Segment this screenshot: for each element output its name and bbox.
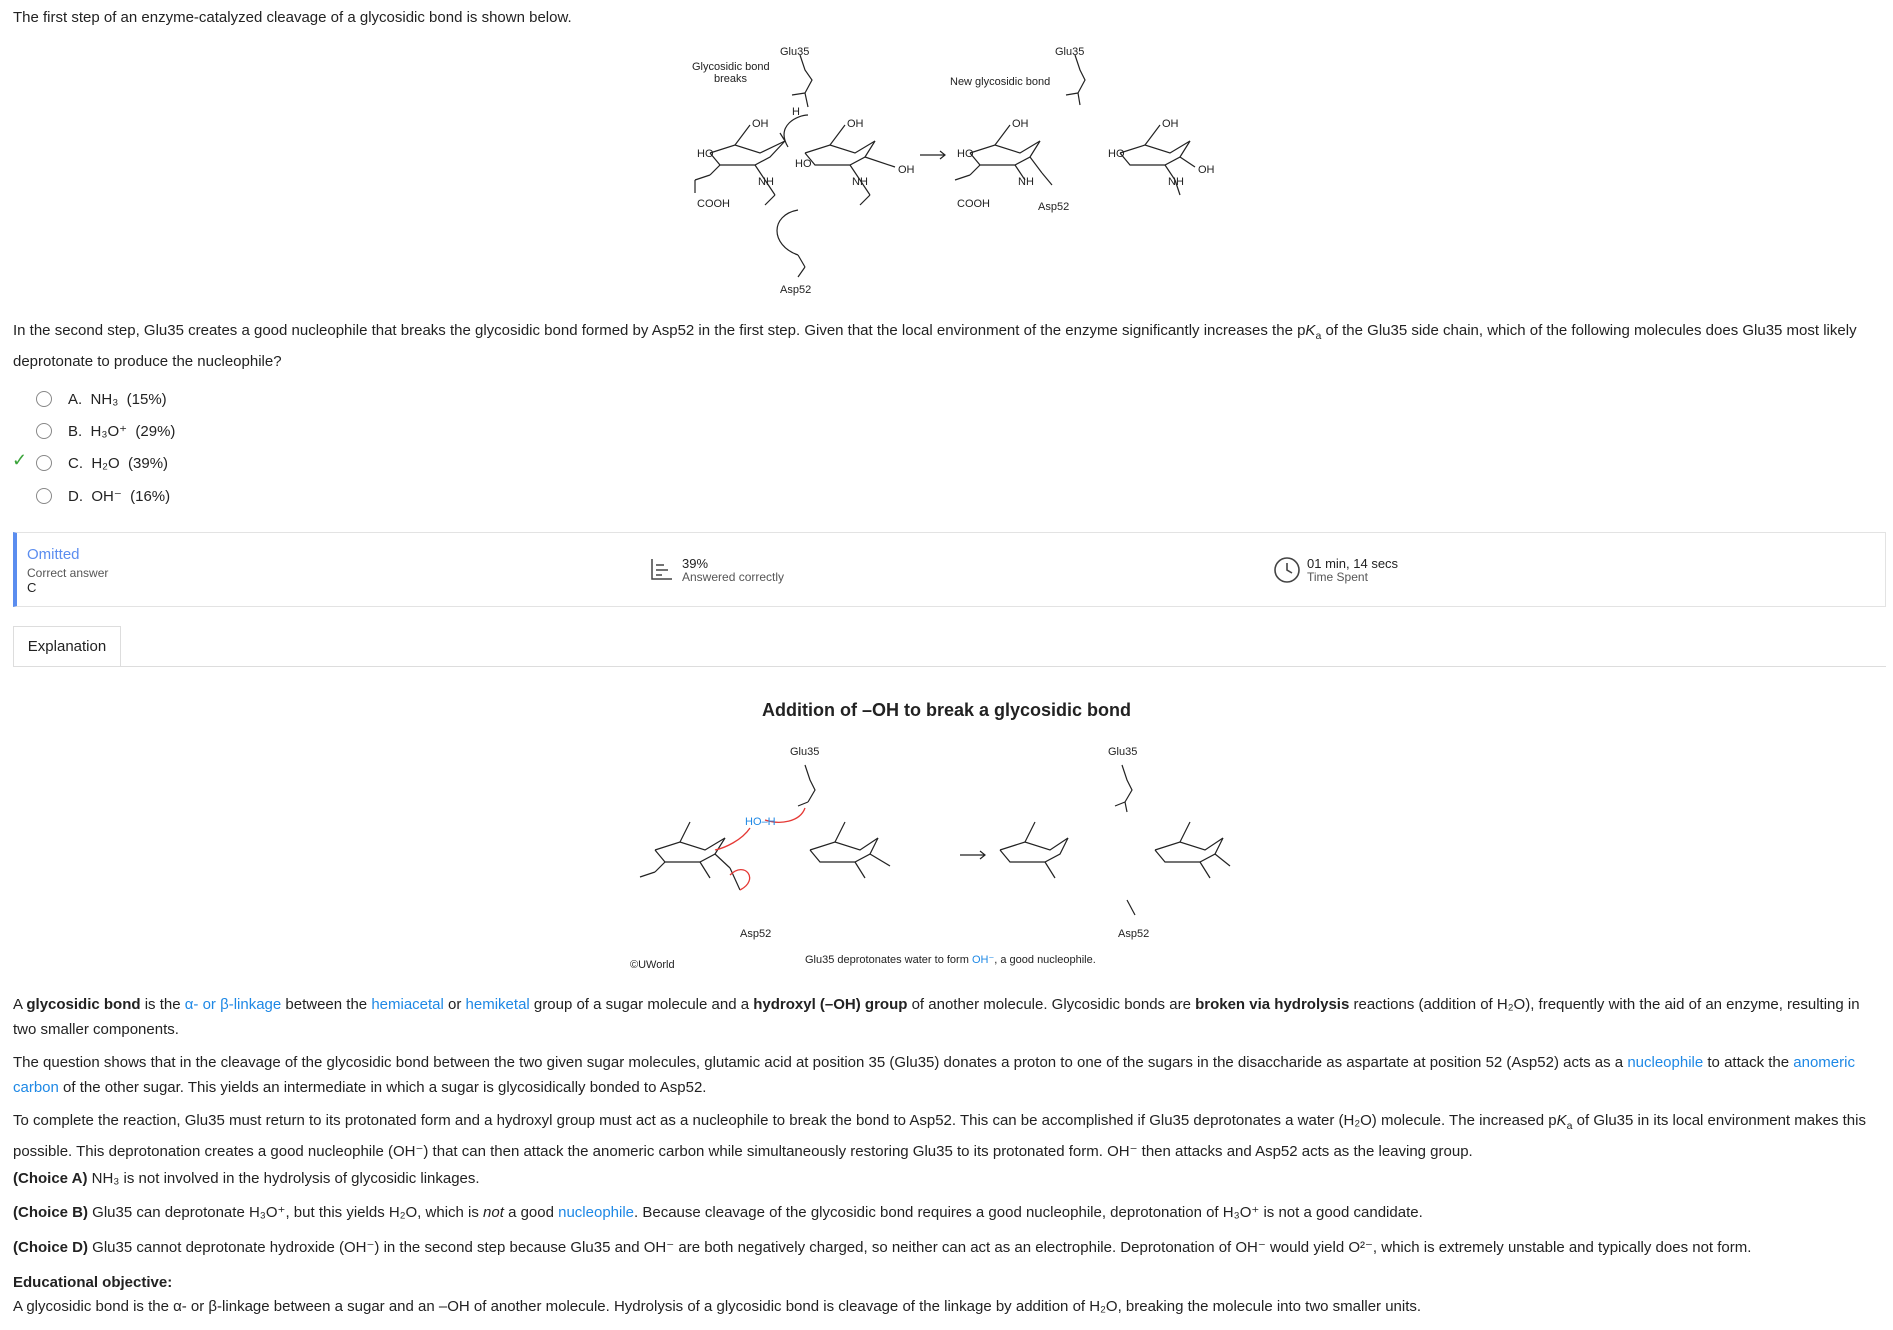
asp52-label-bottom: Asp52 <box>780 284 812 296</box>
fig2-glu35-left: Glu35 <box>790 746 820 758</box>
explanation-paragraph-2: The question shows that in the cleavage of the glycosidic bond between the two given sugar molecules, glutamic acid at position 35 (Glu35) donates a proton to one of the sugars in the disaccharide as aspartate at position 52 (Asp52) acts as a nucleophile to attack the anomeric carbon of the other sugar. This yields an intermediate in which a sugar is glycosidically bonded to Asp52. <box>13 1054 1855 1096</box>
percent-correct: 39% <box>682 556 709 571</box>
link-nucleophile-2[interactable]: nucleophile <box>558 1204 635 1221</box>
choice-d-explanation: (Choice D) Glu35 cannot deprotonate hydroxide (OH⁻) in the second step because Glu35 and OH⁻ are both negatively charged, so neither can act as an electrophile. Deprotonation of OH⁻ would yield O²⁻, which is extremely unstable and typically does not form. <box>13 1239 1752 1256</box>
svg-text:H: H <box>792 106 800 118</box>
correct-check-icon: ✓ <box>12 450 28 470</box>
choice-a-explanation: (Choice A) NH₃ is not involved in the hydrolysis of glycosidic linkages. <box>13 1170 480 1187</box>
svg-text:HO: HO <box>697 148 714 160</box>
glycosidic-bond-breaks-label: Glycosidic bond <box>692 61 770 73</box>
link-alpha-beta-linkage[interactable]: α- or β-linkage <box>184 996 282 1013</box>
svg-text:OH: OH <box>1012 118 1029 130</box>
svg-text:COOH: COOH <box>957 198 990 210</box>
choice-a[interactable]: A. NH₃ (15%) <box>36 388 167 410</box>
educational-objective-heading: Educational objective: <box>13 1274 173 1291</box>
reaction-figure-1 <box>680 45 1420 305</box>
tab-divider <box>13 666 1886 667</box>
figure2-title: Addition of –OH to break a glycosidic bond <box>761 700 1132 720</box>
link-hemiketal[interactable]: hemiketal <box>465 996 530 1013</box>
svg-text:NH: NH <box>1018 176 1034 188</box>
fig2-asp52-right: Asp52 <box>1118 928 1150 940</box>
svg-text:NH: NH <box>758 176 774 188</box>
glu35-label-left: Glu35 <box>780 46 810 58</box>
radio-b[interactable] <box>36 423 52 439</box>
tab-explanation[interactable]: Explanation <box>13 626 121 666</box>
svg-text:breaks: breaks <box>714 73 748 85</box>
fig2-hoh-label: HO–H <box>745 816 776 828</box>
question-intro: The first step of an enzyme-catalyzed cleavage of a glycosidic bond is shown below. <box>13 9 572 26</box>
link-hemiacetal[interactable]: hemiacetal <box>371 996 444 1013</box>
svg-text:OH: OH <box>847 118 864 130</box>
time-spent-label: Time Spent <box>1307 570 1368 584</box>
asp52-label-mid: Asp52 <box>1038 201 1070 213</box>
svg-text:HO: HO <box>1108 148 1125 160</box>
answer-stats-bar <box>13 532 1886 607</box>
link-anomeric-carbon[interactable]: anomeric carbon <box>13 1054 1855 1096</box>
svg-text:HO: HO <box>795 158 812 170</box>
status-omitted: Omitted <box>27 546 80 563</box>
question-stem: In the second step, Glu35 creates a good nucleophile that breaks the glycosidic bond formed by Asp52 in the first step. Given that the local environment of the enzyme significantly increases the $pK_a$ of the Glu35 side chain, which of the following molecules does Glu35 most likely deprotonate to produce the nucleophile? <box>13 322 1857 370</box>
glu35-label-right: Glu35 <box>1055 46 1085 58</box>
svg-text:NH: NH <box>852 176 868 188</box>
link-nucleophile[interactable]: nucleophile <box>1627 1054 1704 1071</box>
correct-answer-label: Correct answer <box>27 566 109 580</box>
radio-d[interactable] <box>36 488 52 504</box>
svg-text:COOH: COOH <box>697 198 730 210</box>
radio-c[interactable] <box>36 455 52 471</box>
reaction-figure-2 <box>630 740 1270 980</box>
svg-text:OH: OH <box>1162 118 1179 130</box>
explanation-paragraph-3: To complete the reaction, Glu35 must return to its protonated form and a hydroxyl group must act as a nucleophile to break the bond to Asp52. This can be accomplished if Glu35 deprotonates a water (H₂O) molecule. The increased $pK_a$ of Glu35 in its local environment makes this possible. This deprotonation creates a good nucleophile (OH⁻) that can then attack the anomeric carbon while simultaneously restoring Glu35 to its protonated form. OH⁻ then attacks and Asp52 acts as the leaving group. <box>13 1112 1866 1160</box>
radio-a[interactable] <box>36 391 52 407</box>
svg-text:OH: OH <box>898 164 915 176</box>
fig2-copyright: ©UWorld <box>630 959 675 971</box>
bar-chart-icon <box>650 557 674 583</box>
fig2-caption: Glu35 deprotonates water to form OH⁻, a good nucleophile. <box>805 954 1096 966</box>
choice-c[interactable]: C. H₂O (39%) <box>36 452 168 474</box>
fig2-asp52-left: Asp52 <box>740 928 772 940</box>
svg-text:OH: OH <box>1198 164 1215 176</box>
correct-answer-value: C <box>27 580 37 595</box>
choice-d[interactable]: D. OH⁻ (16%) <box>36 485 170 507</box>
explanation-paragraph-1: A glycosidic bond is the α- or β-linkage between the hemiacetal or hemiketal group of a sugar molecule and a hydroxyl (–OH) group of another molecule. Glycosidic bonds are broken via hydrolysis reactions (addition of H₂O), frequently with the aid of an enzyme, resulting in two smaller components. <box>13 996 1860 1038</box>
choice-b-explanation: (Choice B) Glu35 can deprotonate H₃O⁺, but this yields H₂O, which is not a good nucleophile. Because cleavage of the glycosidic bond requires a good nucleophile, deprotonation of H₃O⁺ is not a good candidate. <box>13 1204 1423 1221</box>
clock-icon <box>1273 556 1301 584</box>
svg-text:HO: HO <box>957 148 974 160</box>
educational-objective-text: A glycosidic bond is the α- or β-linkage between a sugar and an –OH of another molecule. Hydrolysis of a glycosidic bond is cleavage of the linkage by addition of H₂O, breaking the molecule into two smaller units. <box>13 1298 1422 1315</box>
choice-b[interactable]: B. H₃O⁺ (29%) <box>36 420 175 442</box>
time-spent: 01 min, 14 secs <box>1307 556 1399 571</box>
fig2-glu35-right: Glu35 <box>1108 746 1138 758</box>
svg-text:NH: NH <box>1168 176 1184 188</box>
svg-text:OH: OH <box>752 118 769 130</box>
percent-correct-label: Answered correctly <box>682 570 785 584</box>
new-glycosidic-bond-label: New glycosidic bond <box>950 76 1051 88</box>
